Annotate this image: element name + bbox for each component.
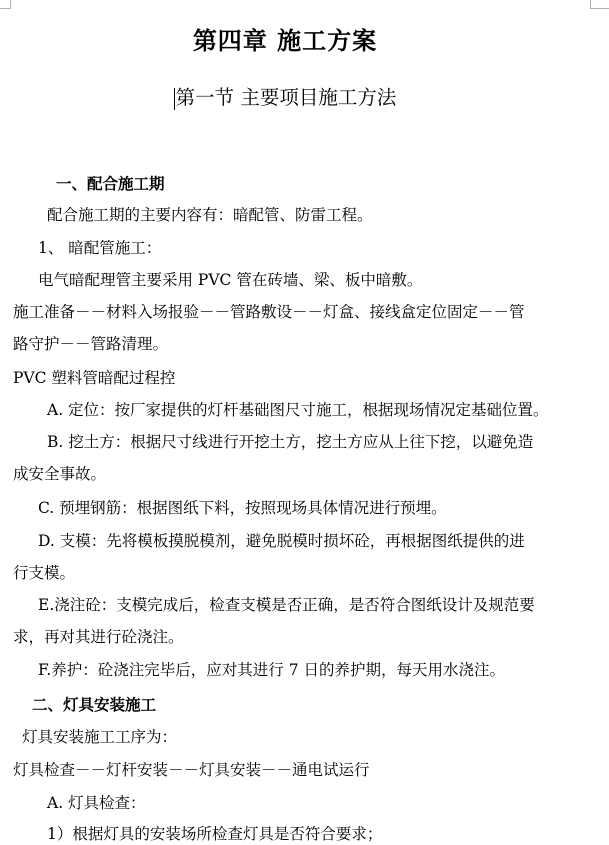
- part1-step-e-line2: 求，再对其进行砼浇注。: [13, 628, 184, 646]
- part1-step-c: C. 预埋钢筋：根据图纸下料，按照现场具体情况进行预埋。: [38, 499, 447, 517]
- part1-flow-line1: 施工准备－－材料入场报验－－管路敷设－－灯盒、接线盒定位固定－－管: [13, 303, 525, 321]
- part1-item1: 1、 暗配管施工：: [38, 239, 162, 257]
- part2-heading: 二、灯具安装施工: [32, 696, 157, 714]
- part1-step-e-line1: E.浇注砼：支模完成后，检查支模是否正确，是否符合图纸设计及规范要: [38, 596, 535, 614]
- page-corner-mark-right: [590, 0, 609, 9]
- part1-desc: 电气暗配理管主要采用 PVC 管在砖墙、梁、板中暗敷。: [38, 271, 423, 289]
- part2-intro: 灯具安装施工工序为：: [22, 728, 178, 746]
- part1-step-b-line1: B. 挖土方：根据尺寸线进行开挖土方，挖土方应从上往下挖，以避免造: [47, 433, 534, 451]
- part2-step-a: A. 灯具检查：: [47, 794, 146, 812]
- chapter-title: 第四章 施工方案: [192, 26, 378, 55]
- part1-step-a: A. 定位：按厂家提供的灯杆基础图尺寸施工，根据现场情况定基础位置。: [47, 401, 549, 419]
- part1-step-f: F.养护：砼浇注完毕后，应对其进行 7 日的养护期，每天用水浇注。: [38, 661, 505, 679]
- text-cursor: [174, 88, 175, 110]
- part1-step-b-line2: 成安全事故。: [13, 465, 107, 483]
- part2-item1: 1）根据灯具的安装场所检查灯具是否符合要求；: [47, 825, 383, 843]
- part1-flow-line2: 路守护－－管路清理。: [13, 335, 169, 353]
- part1-step-d-line1: D. 支模：先将模板摸脱模剂，避免脱模时损坏砼，再根据图纸提供的进: [38, 532, 525, 550]
- part1-heading: 一、配合施工期: [56, 175, 165, 193]
- part2-flow: 灯具检查－－灯杆安装－－灯具安装－－通电试运行: [13, 761, 370, 779]
- section-title[interactable]: [0, 82, 570, 110]
- page-corner-mark-left: [0, 0, 11, 9]
- part1-step-d-line2: 行支模。: [13, 564, 76, 582]
- part1-intro: 配合施工期的主要内容有：暗配管、防雷工程。: [47, 206, 373, 224]
- part1-control-title: PVC 塑料管暗配过程控: [13, 369, 176, 387]
- section-title-text: 第一节 主要项目施工方法: [175, 86, 397, 109]
